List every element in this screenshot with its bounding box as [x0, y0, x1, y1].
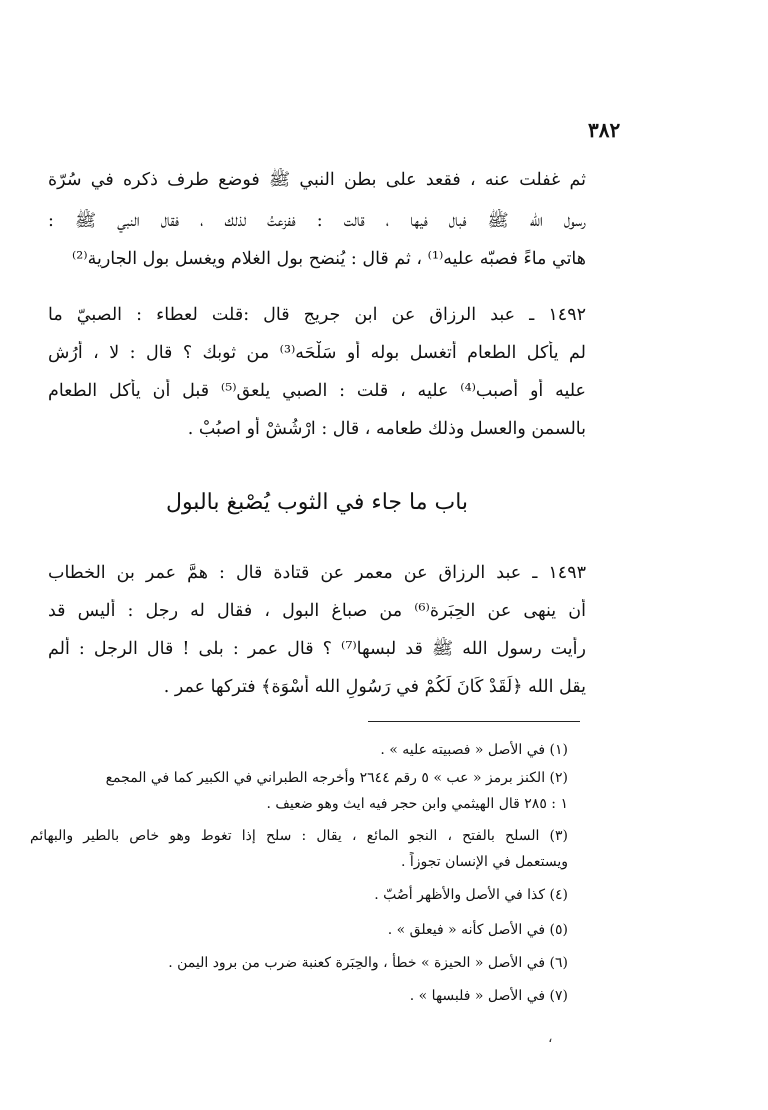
footnote: (٦) في الأصل « الحيزة » خطأ ، والحِبَرة كعنبة ضرب من برود اليمن .: [168, 955, 568, 971]
footnote: (٧) في الأصل « فلبسها » .: [409, 988, 568, 1004]
text-line: رسول الله ﷺ فبال فيها ، قالت : ففزعتُ لذلك ، فقال النبي ﷺ :: [48, 211, 586, 231]
text-line: ١٤٩٣ ـ عبد الرزاق عن معمر عن قتادة قال : همَّ عمر بن الخطاب: [48, 563, 586, 583]
page-number: ٣٨٢: [588, 118, 621, 142]
text-line: أن ينهى عن الحِبَرة⁽⁶⁾ من صباغ البول ، فقال له رجل : أليس قد: [48, 601, 586, 621]
text-line: رأيت رسول الله ﷺ قد لبسها⁽⁷⁾ ؟ قال عمر : بلى ! قال الرجل : ألم: [48, 639, 586, 659]
footnote: (١) في الأصل « فصبيته عليه » .: [380, 742, 568, 758]
text-line: لم يأْكل الطعام أتغسل بوله أو سَلْحَه⁽³⁾ من ثوبك ؟ قال : لا ، أَرُش: [48, 343, 586, 363]
text-line: ١٤٩٢ ـ عبد الرزاق عن ابن جريج قال :قلت لعطاء : الصبيّ ما: [48, 305, 586, 325]
text-line: بالسمن والعسل وذلك طعامه ، قال : ارْشُشْ أو اصبُبْ .: [187, 419, 586, 439]
footnote: ١ : ٢٨٥ قال الهيثمي وابن حجر فيه ايث وهو ضعيف .: [266, 796, 568, 812]
footnote: (٢) الكنز برمز « عب » ٥ رقم ٢٦٤٤ وأخرجه الطبراني في الكبير كما في المجمع: [105, 770, 568, 786]
footnote: (٥) في الأصل كأنه « فيعلق » .: [387, 922, 568, 938]
text-line: يقل الله ﴿لَقَدْ كَانَ لَكُمْ في رَسُولِ الله أُسْوَة﴾ فتركها عمر .: [163, 677, 586, 697]
text-line: ثم غفلت عنه ، فقعد على بطن النبي ﷺ فوضع طرف ذكره في سُرّة: [48, 170, 586, 190]
footnote: (٣) السلح بالفتح ، النجو المائع ، يقال : سلح إذا تغوط وهو خاص بالطير والبهائم: [30, 828, 568, 844]
text-line: هاتي ماءً فصبّه عليه⁽¹⁾ ، ثم قال : يُنضح بول الغلام ويغسل بول الجارية⁽²⁾: [71, 249, 586, 269]
printer-mark: ،: [548, 1030, 553, 1046]
footnote-divider: [368, 721, 580, 722]
text-line: عليه أو أَصبب⁽⁴⁾ عليه ، قلت : الصبي يلعق⁽⁵⁾ قبل أن يأْكل الطعام: [48, 381, 586, 401]
chapter-heading: باب ما جاء في الثوب يُصْبغ بالبول: [165, 490, 469, 515]
footnote: ويستعمل في الإنسان تجوزاً .: [400, 854, 568, 870]
footnote: (٤) كذا في الأصل والأظهر أَصُبّ .: [374, 887, 568, 903]
